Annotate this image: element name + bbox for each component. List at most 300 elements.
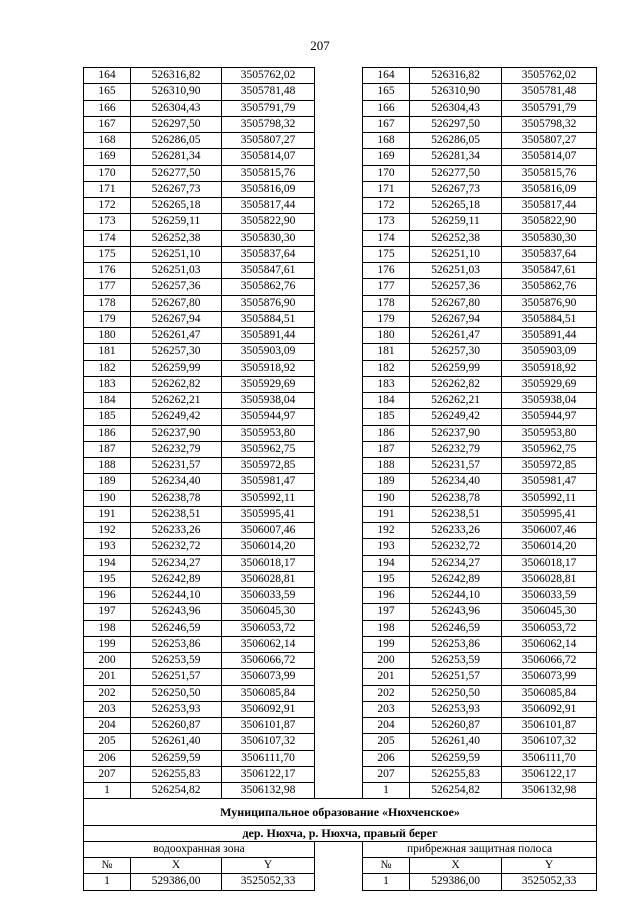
table-row (84, 100, 597, 116)
table-row (84, 311, 597, 327)
left-y-value: 3505953,80 (222, 425, 315, 441)
right-point-number: 207 (363, 766, 410, 782)
table-row (84, 750, 597, 766)
right-x-value: 526242,89 (410, 571, 502, 587)
left-y-value: 3505781,48 (222, 84, 315, 100)
coordinates-table (83, 67, 597, 891)
column-gap (315, 246, 363, 262)
table-row (84, 263, 597, 279)
left-point-number: 188 (84, 458, 131, 474)
subsection-title-row (84, 826, 597, 842)
left-point-number: 189 (84, 474, 131, 490)
left-point-number: 165 (84, 84, 131, 100)
right-point-number: 164 (363, 68, 410, 84)
left-y-value: 3505815,76 (222, 165, 315, 181)
left-header-y: Y (222, 858, 315, 874)
left-x-value: 526267,73 (131, 181, 222, 197)
left-point-number: 205 (84, 734, 131, 750)
left-point-number: 186 (84, 425, 131, 441)
right-point-number: 175 (363, 246, 410, 262)
left-x-value: 526251,57 (131, 669, 222, 685)
left-x-value: 526310,90 (131, 84, 222, 100)
right-x-value: 526246,59 (410, 620, 502, 636)
table-row (84, 571, 597, 587)
right-y-value: 3505798,32 (502, 116, 597, 132)
table-row (84, 68, 597, 84)
left-x-value: 526253,86 (131, 636, 222, 652)
left-y-value: 3505929,69 (222, 376, 315, 392)
left-y-value: 3505814,07 (222, 149, 315, 165)
column-gap (315, 149, 363, 165)
right-y-value: 3505876,90 (502, 295, 597, 311)
right-x-value: 526297,50 (410, 116, 502, 132)
zone-header-row (84, 842, 597, 858)
right-y-value: 3506018,17 (502, 555, 597, 571)
right-x-value: 526261,40 (410, 734, 502, 750)
coordinates-table-body (84, 68, 597, 891)
table-row (84, 133, 597, 149)
right-y-value: 3505953,80 (502, 425, 597, 441)
right-point-number: 168 (363, 133, 410, 149)
column-gap (315, 441, 363, 457)
right-x-value: 526254,82 (410, 783, 502, 799)
column-gap (315, 263, 363, 279)
right-x-value: 526253,86 (410, 636, 502, 652)
table-row (84, 604, 597, 620)
table-row (84, 701, 597, 717)
left-point-number: 175 (84, 246, 131, 262)
column-gap (315, 858, 363, 874)
table-row (84, 214, 597, 230)
right-point-number: 184 (363, 393, 410, 409)
left-point-number: 183 (84, 376, 131, 392)
column-gap (315, 230, 363, 246)
left-x-value: 526262,82 (131, 376, 222, 392)
column-gap (315, 393, 363, 409)
column-gap (315, 133, 363, 149)
column-gap (315, 116, 363, 132)
table-row (84, 874, 597, 890)
right-point-number: 199 (363, 636, 410, 652)
left-zone-title: водоохранная зона (84, 842, 315, 858)
right-point-number: 190 (363, 490, 410, 506)
right-point-number: 191 (363, 506, 410, 522)
right-point-number: 201 (363, 669, 410, 685)
left-x-value: 526234,40 (131, 474, 222, 490)
left-point-number: 177 (84, 279, 131, 295)
right-y-value: 3506028,81 (502, 571, 597, 587)
section-title-row (84, 799, 597, 826)
left-point-number: 169 (84, 149, 131, 165)
right-header-number: № (363, 858, 410, 874)
left-x-value: 526316,82 (131, 68, 222, 84)
right-x-value: 526233,26 (410, 523, 502, 539)
right-x-value: 526253,59 (410, 653, 502, 669)
right-point-number: 185 (363, 409, 410, 425)
left-x-value: 526244,10 (131, 588, 222, 604)
right-x-value: 526257,36 (410, 279, 502, 295)
right-y-value: 3505862,76 (502, 279, 597, 295)
left-x-value: 526267,94 (131, 311, 222, 327)
left-y-value: 3506014,20 (222, 539, 315, 555)
table-row (84, 279, 597, 295)
right-y-value: 3506066,72 (502, 653, 597, 669)
table-row (84, 84, 597, 100)
left-x-value: 526243,96 (131, 604, 222, 620)
right-y-value: 3506053,72 (502, 620, 597, 636)
left-y-value: 3506107,32 (222, 734, 315, 750)
right-x-value: 526267,73 (410, 181, 502, 197)
right-point-number: 172 (363, 198, 410, 214)
column-gap (315, 68, 363, 84)
left-x-value: 526250,50 (131, 685, 222, 701)
right-y-value: 3505807,27 (502, 133, 597, 149)
right-y-value: 3506045,30 (502, 604, 597, 620)
left-y-value: 3505972,85 (222, 458, 315, 474)
right-point-number: 182 (363, 360, 410, 376)
right-x-value: 526261,47 (410, 328, 502, 344)
table-row (84, 441, 597, 457)
column-gap (315, 409, 363, 425)
left-x-value: 526253,59 (131, 653, 222, 669)
right-x-value: 526251,10 (410, 246, 502, 262)
table-row (84, 523, 597, 539)
column-gap (315, 734, 363, 750)
right-x-value: 526259,11 (410, 214, 502, 230)
left-y-value: 3506033,59 (222, 588, 315, 604)
right-x-value: 526257,30 (410, 344, 502, 360)
right-point-number: 205 (363, 734, 410, 750)
left-x-value: 526232,79 (131, 441, 222, 457)
right-y-value: 3505891,44 (502, 328, 597, 344)
section-title: Муниципальное образование «Нюхченское» (84, 799, 597, 826)
left-point-number: 197 (84, 604, 131, 620)
right-y-value: 3506062,14 (502, 636, 597, 652)
left-y-value: 3505762,02 (222, 68, 315, 84)
table-row (84, 588, 597, 604)
left-point-number: 191 (84, 506, 131, 522)
left-y-value: 3505918,92 (222, 360, 315, 376)
left-point-number: 192 (84, 523, 131, 539)
left-y-value: 3505798,32 (222, 116, 315, 132)
right-y-value: 3505817,44 (502, 198, 597, 214)
left-x-value: 529386,00 (131, 874, 222, 890)
left-point-number: 199 (84, 636, 131, 652)
left-x-value: 526286,05 (131, 133, 222, 149)
table-row (84, 653, 597, 669)
right-point-number: 170 (363, 165, 410, 181)
left-y-value: 3506053,72 (222, 620, 315, 636)
left-point-number: 193 (84, 539, 131, 555)
left-y-value: 3506132,98 (222, 783, 315, 799)
column-gap (315, 425, 363, 441)
right-y-value: 3505981,47 (502, 474, 597, 490)
right-point-number: 204 (363, 718, 410, 734)
table-row (84, 669, 597, 685)
subsection-title: дер. Нюхча, р. Нюхча, правый берег (84, 826, 597, 842)
right-point-number: 165 (363, 84, 410, 100)
left-x-value: 526261,40 (131, 734, 222, 750)
right-x-value: 526262,21 (410, 393, 502, 409)
left-y-value: 3506007,46 (222, 523, 315, 539)
right-y-value: 3506073,99 (502, 669, 597, 685)
left-y-value: 3505938,04 (222, 393, 315, 409)
right-point-number: 177 (363, 279, 410, 295)
right-y-value: 3505918,92 (502, 360, 597, 376)
table-row (84, 458, 597, 474)
right-x-value: 526267,94 (410, 311, 502, 327)
table-row (84, 474, 597, 490)
column-gap (315, 604, 363, 620)
column-gap (315, 344, 363, 360)
right-zone-title: прибрежная защитная полоса (363, 842, 597, 858)
left-y-value: 3506101,87 (222, 718, 315, 734)
table-row (84, 149, 597, 165)
right-y-value: 3505972,85 (502, 458, 597, 474)
left-point-number: 1 (84, 874, 131, 890)
left-x-value: 526260,87 (131, 718, 222, 734)
column-gap (315, 100, 363, 116)
left-y-value: 3505995,41 (222, 506, 315, 522)
left-y-value: 3505962,75 (222, 441, 315, 457)
right-y-value: 3505822,90 (502, 214, 597, 230)
column-gap (315, 636, 363, 652)
left-y-value: 3505830,30 (222, 230, 315, 246)
right-y-value: 3505938,04 (502, 393, 597, 409)
left-y-value: 3505876,90 (222, 295, 315, 311)
left-point-number: 168 (84, 133, 131, 149)
right-y-value: 3506033,59 (502, 588, 597, 604)
right-point-number: 193 (363, 539, 410, 555)
right-y-value: 3506007,46 (502, 523, 597, 539)
column-gap (315, 620, 363, 636)
right-y-value: 3505992,11 (502, 490, 597, 506)
left-y-value: 3506092,91 (222, 701, 315, 717)
right-y-value: 3506111,70 (502, 750, 597, 766)
column-gap (315, 588, 363, 604)
left-x-value: 526251,10 (131, 246, 222, 262)
right-y-value: 3506092,91 (502, 701, 597, 717)
right-x-value: 526238,51 (410, 506, 502, 522)
left-y-value: 3505847,61 (222, 263, 315, 279)
left-x-value: 526232,72 (131, 539, 222, 555)
left-point-number: 176 (84, 263, 131, 279)
left-x-value: 526277,50 (131, 165, 222, 181)
right-point-number: 176 (363, 263, 410, 279)
column-gap (315, 279, 363, 295)
right-x-value: 526243,96 (410, 604, 502, 620)
left-x-value: 526257,36 (131, 279, 222, 295)
left-x-value: 526249,42 (131, 409, 222, 425)
left-point-number: 166 (84, 100, 131, 116)
right-point-number: 166 (363, 100, 410, 116)
right-point-number: 192 (363, 523, 410, 539)
table-row (84, 116, 597, 132)
column-gap (315, 165, 363, 181)
left-point-number: 206 (84, 750, 131, 766)
right-y-value: 3505995,41 (502, 506, 597, 522)
right-point-number: 181 (363, 344, 410, 360)
left-x-value: 526253,93 (131, 701, 222, 717)
right-x-value: 526244,10 (410, 588, 502, 604)
column-gap (315, 874, 363, 890)
left-y-value: 3505992,11 (222, 490, 315, 506)
right-x-value: 526251,57 (410, 669, 502, 685)
left-y-value: 3525052,33 (222, 874, 315, 890)
table-row (84, 328, 597, 344)
right-x-value: 526234,40 (410, 474, 502, 490)
left-x-value: 526257,30 (131, 344, 222, 360)
right-point-number: 174 (363, 230, 410, 246)
column-gap (315, 685, 363, 701)
column-gap (315, 458, 363, 474)
right-point-number: 198 (363, 620, 410, 636)
table-row (84, 230, 597, 246)
left-x-value: 526255,83 (131, 766, 222, 782)
right-y-value: 3505815,76 (502, 165, 597, 181)
table-row (84, 409, 597, 425)
column-gap (315, 506, 363, 522)
left-point-number: 201 (84, 669, 131, 685)
column-gap (315, 311, 363, 327)
right-x-value: 526267,80 (410, 295, 502, 311)
column-gap (315, 295, 363, 311)
right-x-value: 526260,87 (410, 718, 502, 734)
left-x-value: 526259,11 (131, 214, 222, 230)
column-gap (315, 842, 363, 858)
column-gap (315, 750, 363, 766)
column-gap (315, 360, 363, 376)
left-point-number: 181 (84, 344, 131, 360)
left-point-number: 173 (84, 214, 131, 230)
column-gap (315, 490, 363, 506)
right-y-value: 3505944,97 (502, 409, 597, 425)
column-gap (315, 181, 363, 197)
column-gap (315, 718, 363, 734)
right-x-value: 526252,38 (410, 230, 502, 246)
right-point-number: 169 (363, 149, 410, 165)
left-point-number: 164 (84, 68, 131, 84)
left-y-value: 3506062,14 (222, 636, 315, 652)
column-gap (315, 555, 363, 571)
table-row (84, 198, 597, 214)
table-row (84, 344, 597, 360)
right-point-number: 1 (363, 783, 410, 799)
left-point-number: 187 (84, 441, 131, 457)
table-row (84, 783, 597, 799)
left-y-value: 3506111,70 (222, 750, 315, 766)
right-x-value: 526262,82 (410, 376, 502, 392)
left-point-number: 194 (84, 555, 131, 571)
right-header-x: X (410, 858, 502, 874)
right-point-number: 189 (363, 474, 410, 490)
left-y-value: 3506028,81 (222, 571, 315, 587)
right-point-number: 1 (363, 874, 410, 890)
right-x-value: 526277,50 (410, 165, 502, 181)
right-y-value: 3506085,84 (502, 685, 597, 701)
left-x-value: 526297,50 (131, 116, 222, 132)
right-x-value: 526286,05 (410, 133, 502, 149)
table-row (84, 181, 597, 197)
left-y-value: 3505862,76 (222, 279, 315, 295)
left-x-value: 526234,27 (131, 555, 222, 571)
left-x-value: 526304,43 (131, 100, 222, 116)
left-y-value: 3505822,90 (222, 214, 315, 230)
left-x-value: 526238,78 (131, 490, 222, 506)
right-y-value: 3505847,61 (502, 263, 597, 279)
table-row (84, 620, 597, 636)
left-header-x: X (131, 858, 222, 874)
left-y-value: 3506018,17 (222, 555, 315, 571)
table-row (84, 165, 597, 181)
column-gap (315, 766, 363, 782)
left-point-number: 185 (84, 409, 131, 425)
column-header-row (84, 858, 597, 874)
left-y-value: 3505891,44 (222, 328, 315, 344)
left-x-value: 526231,57 (131, 458, 222, 474)
table-row (84, 636, 597, 652)
left-point-number: 204 (84, 718, 131, 734)
right-point-number: 194 (363, 555, 410, 571)
left-x-value: 526238,51 (131, 506, 222, 522)
left-point-number: 202 (84, 685, 131, 701)
table-row (84, 766, 597, 782)
right-y-value: 3506122,17 (502, 766, 597, 782)
left-point-number: 1 (84, 783, 131, 799)
right-x-value: 526250,50 (410, 685, 502, 701)
left-x-value: 526246,59 (131, 620, 222, 636)
left-point-number: 167 (84, 116, 131, 132)
table-row (84, 555, 597, 571)
column-gap (315, 198, 363, 214)
right-point-number: 186 (363, 425, 410, 441)
left-point-number: 198 (84, 620, 131, 636)
left-point-number: 174 (84, 230, 131, 246)
right-y-value: 3525052,33 (502, 874, 597, 890)
right-x-value: 526304,43 (410, 100, 502, 116)
left-x-value: 526251,03 (131, 263, 222, 279)
left-x-value: 526242,89 (131, 571, 222, 587)
left-point-number: 207 (84, 766, 131, 782)
right-y-value: 3505884,51 (502, 311, 597, 327)
right-x-value: 526316,82 (410, 68, 502, 84)
right-x-value: 526259,59 (410, 750, 502, 766)
right-point-number: 200 (363, 653, 410, 669)
right-point-number: 188 (363, 458, 410, 474)
right-point-number: 195 (363, 571, 410, 587)
left-point-number: 190 (84, 490, 131, 506)
right-point-number: 171 (363, 181, 410, 197)
column-gap (315, 474, 363, 490)
right-point-number: 173 (363, 214, 410, 230)
right-point-number: 196 (363, 588, 410, 604)
left-y-value: 3505944,97 (222, 409, 315, 425)
right-x-value: 526237,90 (410, 425, 502, 441)
table-row (84, 718, 597, 734)
right-x-value: 526231,57 (410, 458, 502, 474)
column-gap (315, 539, 363, 555)
right-y-value: 3505762,02 (502, 68, 597, 84)
table-row (84, 734, 597, 750)
right-y-value: 3506101,87 (502, 718, 597, 734)
left-y-value: 3506045,30 (222, 604, 315, 620)
right-y-value: 3505903,09 (502, 344, 597, 360)
right-point-number: 202 (363, 685, 410, 701)
right-x-value: 526232,79 (410, 441, 502, 457)
right-y-value: 3506132,98 (502, 783, 597, 799)
left-point-number: 179 (84, 311, 131, 327)
right-point-number: 167 (363, 116, 410, 132)
